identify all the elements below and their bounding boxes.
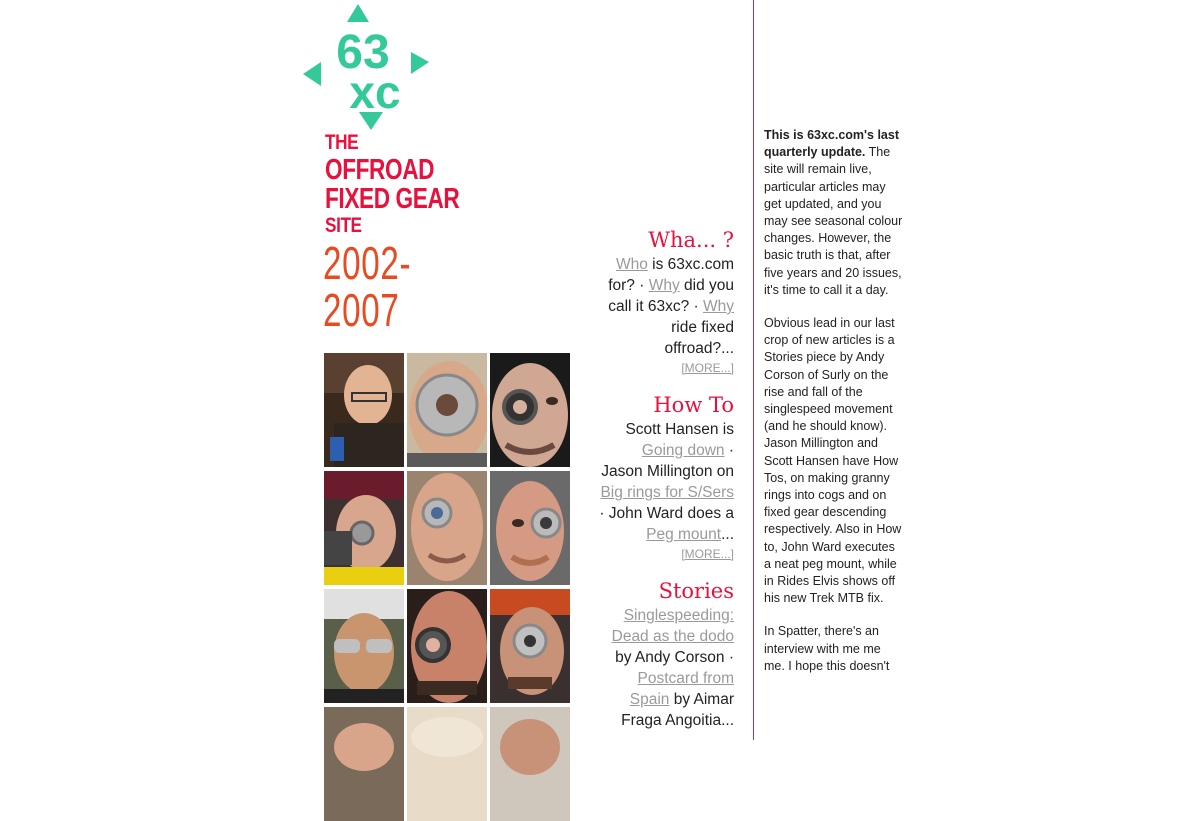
notice-headline: This is 63xc.com's last quarterly update. — [764, 128, 899, 160]
photo-12[interactable] — [490, 707, 570, 821]
tagline-line-3: FIXED GEAR — [325, 183, 460, 215]
logo-text-bottom: xc — [349, 66, 401, 118]
section-howto — [598, 391, 734, 563]
photo-6[interactable] — [490, 471, 570, 585]
section-body-howto: Scott Hansen is Going down · Jason Millington on Big rings for S/Sers · John Ward does a Peg mount... — [599, 421, 734, 543]
link-peg-mount[interactable]: Peg mount — [646, 526, 722, 543]
column-divider — [753, 0, 754, 740]
notice-paragraph-1: This is 63xc.com's last quarterly update. The site will remain live, particular articles may get updated, and you may see seasonal colour changes. However, the basic truth is that, after five years and 20 issues, it's time to call it a day. — [764, 128, 903, 297]
link-singlespeeding[interactable]: Singlespeeding: Dead as the dodo — [611, 607, 734, 645]
photo-7[interactable] — [324, 589, 404, 703]
notice-paragraph-3: In Spatter, there's an interview with me me me. I hope this doesn't — [764, 624, 890, 673]
section-wha — [598, 226, 734, 377]
link-why-name[interactable]: Why — [648, 277, 680, 294]
notice-paragraph-2: Obvious lead in our last crop of new articles is a Stories piece by Andy Corson of Surly on the rise and fall of the singlespeed movement (and he should know). Jason Millington and Scott Hansen have How Tos, on making granny rings into cogs and on fixed gear descending respectively. Also in How to, John Ward executes a neat peg mount, while in Rides Elvis shows off his new Trek MTB fix. — [764, 316, 902, 606]
section-heading-howto[interactable]: How To — [653, 393, 734, 417]
link-postcard-spain[interactable]: Postcard from Spain — [629, 670, 734, 708]
link-who[interactable]: Who — [615, 256, 648, 273]
photo-9[interactable] — [490, 589, 570, 703]
site-tagline — [325, 132, 497, 236]
photo-11[interactable] — [407, 707, 487, 821]
photo-5[interactable] — [407, 471, 487, 585]
link-why-ride[interactable]: Why — [703, 298, 734, 315]
section-body-stories: Singlespeeding: Dead as the dodo by Andy Corson · Postcard from Spain by Aimar Fraga Angoitia... — [611, 607, 734, 729]
logo-arrow-left — [303, 62, 321, 86]
section-stories — [598, 577, 734, 731]
photo-4[interactable] — [324, 471, 404, 585]
photo-3[interactable] — [490, 353, 570, 467]
section-body-wha: Who is 63xc.com for? · Why did you call it 63xc? · Why ride fixed offroad?... — [608, 256, 734, 357]
logo-text-top: 63 — [336, 26, 390, 79]
years-line-2: 2007 — [323, 284, 400, 336]
section-heading-wha[interactable]: Wha... ? — [648, 228, 734, 252]
tagline-line-4: SITE — [325, 214, 362, 237]
update-notice — [764, 127, 904, 691]
section-column — [598, 226, 734, 731]
more-link-howto[interactable]: [MORE...] — [681, 547, 734, 561]
photo-grid — [324, 353, 570, 743]
tagline-line-1: THE — [325, 131, 359, 154]
years-line-1: 2002- — [323, 237, 412, 289]
section-heading-stories[interactable]: Stories — [658, 579, 734, 603]
photo-1[interactable] — [324, 353, 404, 467]
photo-2[interactable] — [407, 353, 487, 467]
photo-10[interactable] — [324, 707, 404, 821]
logo-arrow-top — [347, 4, 369, 22]
link-going-down[interactable]: Going down — [641, 442, 725, 459]
tagline-line-2: OFFROAD — [325, 154, 435, 186]
photo-8[interactable] — [407, 589, 487, 703]
more-link-wha[interactable]: [MORE...] — [681, 361, 734, 375]
site-logo[interactable] — [303, 4, 429, 130]
years-range — [323, 237, 412, 336]
link-big-rings[interactable]: Big rings for S/Sers — [600, 484, 734, 501]
logo-arrow-right — [411, 52, 429, 74]
